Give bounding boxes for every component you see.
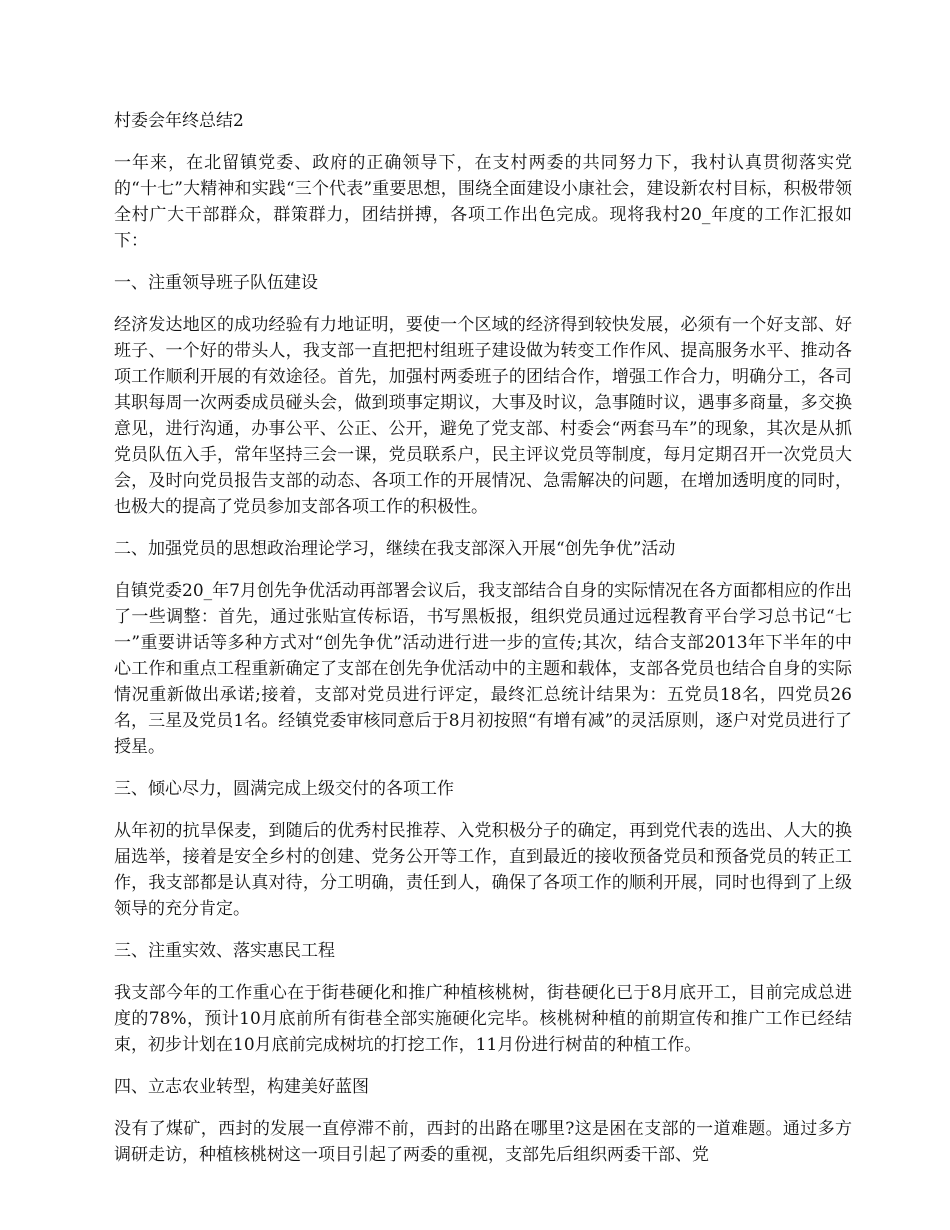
section-heading-3: 三、倾心尽力，圆满完成上级交付的各项工作 — [114, 779, 454, 799]
section-body-4: 我支部今年的工作重心在于街巷硬化和推广种植核桃树，街巷硬化已于8月底开工，目前完成总进度的78%，预计10月底前所有街巷全部实施硬化完毕。核桃树种植的前期宣传和推广工作已经结束，初步计划在10月底前完成树坑的打挖工作，11月份进行树苗的种植工作。 — [114, 983, 852, 1055]
document-title: 村委会年终总结2 — [114, 111, 244, 131]
section-body-3: 从年初的抗旱保麦，到随后的优秀村民推荐、入党积极分子的确定，再到党代表的选出、人大的换届选举，接着是安全乡村的创建、党务公开等工作，直到最近的接收预备党员和预备党员的转正工作，我支部都是认真对待，分工明确，责任到人，确保了各项工作的顺利开展，同时也得到了上级领导的充分肯定。 — [114, 821, 852, 919]
section-body-5: 没有了煤矿，西封的发展一直停滞不前，西封的出路在哪里?这是困在支部的一道难题。通过多方调研走访，种植核桃树这一项目引起了两委的重视，支部先后组织两委干部、党 — [114, 1119, 852, 1165]
section-heading-4: 三、注重实效、落实惠民工程 — [114, 941, 335, 961]
section-heading-2: 二、加强党员的思想政治理论学习，继续在我支部深入开展“创先争优”活动 — [114, 539, 676, 559]
section-heading-5: 四、立志农业转型，构建美好蓝图 — [114, 1077, 369, 1097]
section-heading-1: 一、注重领导班子队伍建设 — [114, 273, 318, 293]
section-body-2: 自镇党委20_年7月创先争优活动再部署会议后，我支部结合自身的实际情况在各方面都相应的作出了一些调整：首先，通过张贴宣传标语，书写黑板报，组织党员通过远程教育平台学习总书记“七一”重要讲话等多种方式对“创先争优”活动进行进一步的宣传;其次，结合支部2013年下半年的中心工作和重点工程重新确定了支部在创先争优活动中的主题和载体，支部各党员也结合自身的实际情况重新做出承诺;接着，支部对党员进行评定，最终汇总统计结果为：五党员18名，四党员26名，三星及党员1名。经镇党委审核同意后于8月初按照“有增有减”的灵活原则，逐户对党员进行了授星。 — [114, 581, 852, 757]
intro-paragraph: 一年来，在北留镇党委、政府的正确领导下，在支村两委的共同努力下，我村认真贯彻落实党的“十七”大精神和实践“三个代表”重要思想，围绕全面建设小康社会，建设新农村目标，积极带领全村广大干部群众，群策群力，团结拼搏，各项工作出色完成。现将我村20_年度的工作汇报如下： — [114, 153, 852, 251]
document-content — [114, 108, 852, 1184]
section-body-1: 经济发达地区的成功经验有力地证明，要使一个区域的经济得到较快发展，必须有一个好支部、好班子、一个好的带头人，我支部一直把把村组班子建设做为转变工作作风、提高服务水平、推动各项工作顺利开展的有效途径。首先，加强村两委班子的团结合作，增强工作合力，明确分工，各司其职每周一次两委成员碰头会，做到琐事定期议，大事及时议，急事随时议，遇事多商量，多交换意见，进行沟通，办事公平、公正、公开，避免了党支部、村委会“两套马车”的现象，其次是从抓党员队伍入手，常年坚持三会一课，党员联系户，民主评议党员等制度，每月定期召开一次党员大会，及时向党员报告支部的动态、各项工作的开展情况、急需解决的问题，在增加透明度的同时，也极大的提高了党员参加支部各项工作的积极性。 — [114, 315, 852, 517]
